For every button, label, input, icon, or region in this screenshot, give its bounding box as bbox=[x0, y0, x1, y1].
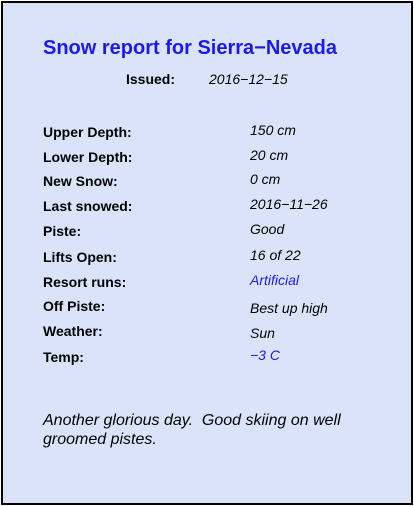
last-snowed-label: Last snowed: bbox=[43, 198, 133, 214]
piste-value: Good bbox=[250, 221, 285, 237]
row-piste bbox=[3, 223, 411, 243]
row-new-snow bbox=[3, 173, 411, 193]
off-piste-value: Best up high bbox=[250, 300, 328, 316]
resort-runs-value: Artificial bbox=[250, 272, 300, 288]
row-temp bbox=[3, 349, 411, 369]
row-last-snowed bbox=[3, 198, 411, 218]
upper-depth-value: 150 cm bbox=[250, 122, 296, 138]
report-title: Snow report for Sierra−Nevada bbox=[43, 37, 337, 59]
row-off-piste bbox=[3, 298, 411, 318]
off-piste-label: Off Piste: bbox=[43, 298, 106, 314]
new-snow-value: 0 cm bbox=[250, 171, 281, 187]
lifts-open-value: 16 of 22 bbox=[250, 247, 301, 263]
upper-depth-label: Upper Depth: bbox=[43, 124, 132, 140]
issued-date: 2016−12−15 bbox=[209, 71, 288, 87]
new-snow-label: New Snow: bbox=[43, 173, 118, 189]
issued-label: Issued: bbox=[126, 71, 176, 87]
lower-depth-label: Lower Depth: bbox=[43, 149, 133, 165]
resort-runs-label: Resort runs: bbox=[43, 274, 127, 290]
row-lower-depth bbox=[3, 149, 411, 169]
row-weather bbox=[3, 323, 411, 343]
last-snowed-value: 2016−11−26 bbox=[250, 196, 328, 212]
temp-value: −3 C bbox=[250, 347, 280, 363]
snow-report-card bbox=[1, 1, 413, 505]
temp-label: Temp: bbox=[43, 349, 84, 365]
report-summary: Another glorious day. Good skiing on well groomed pistes. bbox=[43, 412, 346, 448]
row-upper-depth bbox=[3, 124, 411, 144]
row-resort-runs bbox=[3, 274, 411, 294]
lower-depth-value: 20 cm bbox=[250, 147, 289, 163]
piste-label: Piste: bbox=[43, 223, 82, 239]
row-lifts-open bbox=[3, 249, 411, 269]
weather-label: Weather: bbox=[43, 323, 103, 339]
lifts-open-label: Lifts Open: bbox=[43, 249, 117, 265]
weather-value: Sun bbox=[250, 325, 275, 341]
